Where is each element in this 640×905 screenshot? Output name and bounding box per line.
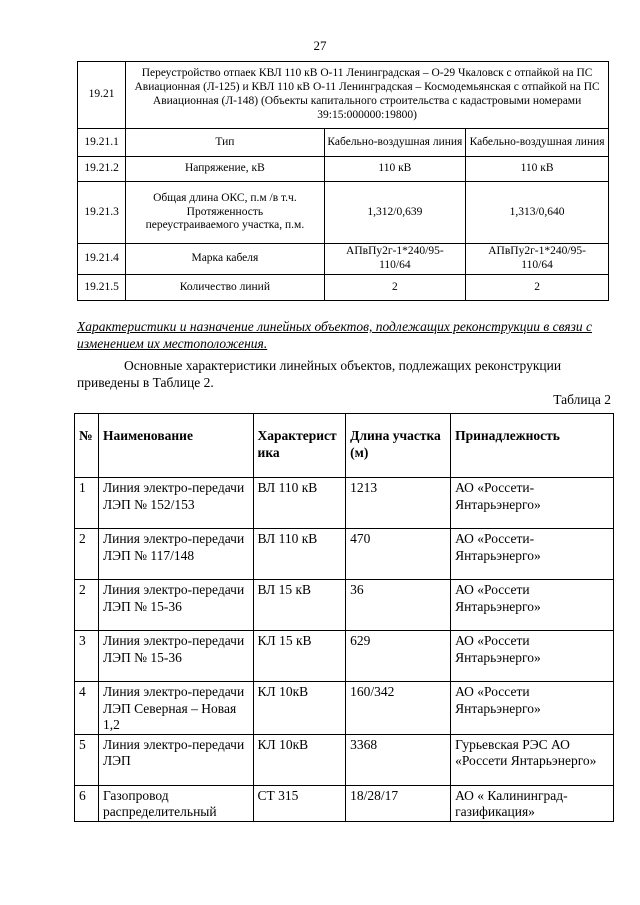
table1-row-value-2: 1,313/0,640: [466, 182, 609, 244]
table-row: [78, 182, 609, 244]
table-row: [75, 478, 614, 529]
table1-title-row: [78, 62, 609, 129]
row-num: 6: [75, 785, 99, 821]
row-length: 36: [346, 580, 451, 631]
row-characteristic: ВЛ 15 кВ: [253, 580, 346, 631]
table1-row-num: 19.21.3: [78, 182, 126, 244]
row-num: 5: [75, 734, 99, 785]
table-row: [75, 529, 614, 580]
table1-row-value-2: 2: [466, 275, 609, 301]
intro-paragraph: Основные характеристики линейных объектов, подлежащих реконструкции приведены в Таблице 2.: [77, 358, 562, 391]
section-heading: Характеристики и назначение линейных объектов, подлежащих реконструкции в связи с изменением их местоположения.: [77, 319, 592, 352]
row-name: Линия электро-передачи ЛЭП № 15-36: [98, 631, 253, 682]
header-characteristic: Характеристика: [253, 414, 346, 478]
table1-row-value-1: 1,312/0,639: [324, 182, 466, 244]
table1-title-num: 19.21: [78, 62, 126, 129]
row-characteristic: КЛ 10кВ: [253, 682, 346, 735]
row-characteristic: СТ 315: [253, 785, 346, 821]
table1-row-name: Марка кабеля: [126, 244, 324, 275]
row-name: Линия электро-передачи ЛЭП: [98, 734, 253, 785]
table-row: [78, 275, 609, 301]
row-length: 629: [346, 631, 451, 682]
table1-row-name: Количество линий: [126, 275, 324, 301]
table-row: [78, 129, 609, 157]
header-name: Наименование: [98, 414, 253, 478]
row-num: 4: [75, 682, 99, 735]
row-ownership: АО «Россети Янтарьэнерго»: [451, 631, 614, 682]
row-length: 1213: [346, 478, 451, 529]
page-number: 27: [313, 38, 327, 53]
table1-row-value-1: Кабельно-воздушная линия: [324, 129, 466, 157]
row-name: Линия электро-передачи ЛЭП № 117/148: [98, 529, 253, 580]
table1-row-name: Тип: [126, 129, 324, 157]
table2-header-row: [75, 414, 614, 478]
table1-row-name: Общая длина ОКС, п.м /в т.ч. Протяженность переустраиваемого участка, п.м.: [126, 182, 324, 244]
table-row: [75, 682, 614, 735]
table1-title-text: Переустройство отпаек КВЛ 110 кВ О-11 Ленинградская – О-29 Чкаловск с отпайкой на ПС Авиационная (Л-125) и КВЛ 110 кВ О-11 Ленинградская – Космодемьянская с отпайкой на ПС Авиационная (Л-148) (Объекты капитального строительства с кадастровыми номерами 39:15:000000:19800): [126, 62, 609, 129]
table1-row-value-1: АПвПу2г-1*240/95-110/64: [324, 244, 466, 275]
row-name: Линия электро-передачи ЛЭП № 152/153: [98, 478, 253, 529]
table-row: [75, 734, 614, 785]
row-ownership: Гурьевская РЭС АО «Россети Янтарьэнерго»: [451, 734, 614, 785]
table1-row-value-2: Кабельно-воздушная линия: [466, 129, 609, 157]
linear-objects-table: [74, 413, 614, 822]
table1-row-num: 19.21.1: [78, 129, 126, 157]
characteristics-table-1: [77, 61, 609, 301]
row-characteristic: ВЛ 110 кВ: [253, 478, 346, 529]
table-row: [75, 580, 614, 631]
header-length: Длина участка (м): [346, 414, 451, 478]
table-row: [75, 785, 614, 821]
table-caption: Таблица 2: [553, 392, 611, 407]
table1-row-value-1: 2: [324, 275, 466, 301]
row-length: 470: [346, 529, 451, 580]
table1-row-num: 19.21.4: [78, 244, 126, 275]
row-ownership: АО « Калининград-газификация»: [451, 785, 614, 821]
row-num: 2: [75, 529, 99, 580]
table1-row-value-2: АПвПу2г-1*240/95-110/64: [466, 244, 609, 275]
row-num: 2: [75, 580, 99, 631]
table-row: [78, 157, 609, 182]
table1-row-name: Напряжение, кВ: [126, 157, 324, 182]
table1-row-num: 19.21.2: [78, 157, 126, 182]
table1-row-num: 19.21.5: [78, 275, 126, 301]
row-length: 3368: [346, 734, 451, 785]
header-num: №: [75, 414, 99, 478]
row-ownership: АО «Россети Янтарьэнерго»: [451, 580, 614, 631]
row-ownership: АО «Россети-Янтарьэнерго»: [451, 478, 614, 529]
table-row: [78, 244, 609, 275]
table1-row-value-1: 110 кВ: [324, 157, 466, 182]
row-ownership: АО «Россети-Янтарьэнерго»: [451, 529, 614, 580]
table1-row-value-2: 110 кВ: [466, 157, 609, 182]
row-num: 3: [75, 631, 99, 682]
header-ownership: Принадлежность: [451, 414, 614, 478]
table-row: [75, 631, 614, 682]
row-name: Газопровод распределительный: [98, 785, 253, 821]
row-length: 18/28/17: [346, 785, 451, 821]
row-name: Линия электро-передачи ЛЭП № 15-36: [98, 580, 253, 631]
row-characteristic: КЛ 10кВ: [253, 734, 346, 785]
row-length: 160/342: [346, 682, 451, 735]
row-ownership: АО «Россети Янтарьэнерго»: [451, 682, 614, 735]
row-characteristic: КЛ 15 кВ: [253, 631, 346, 682]
row-characteristic: ВЛ 110 кВ: [253, 529, 346, 580]
row-num: 1: [75, 478, 99, 529]
row-name: Линия электро-передачи ЛЭП Северная – Новая 1,2: [98, 682, 253, 735]
